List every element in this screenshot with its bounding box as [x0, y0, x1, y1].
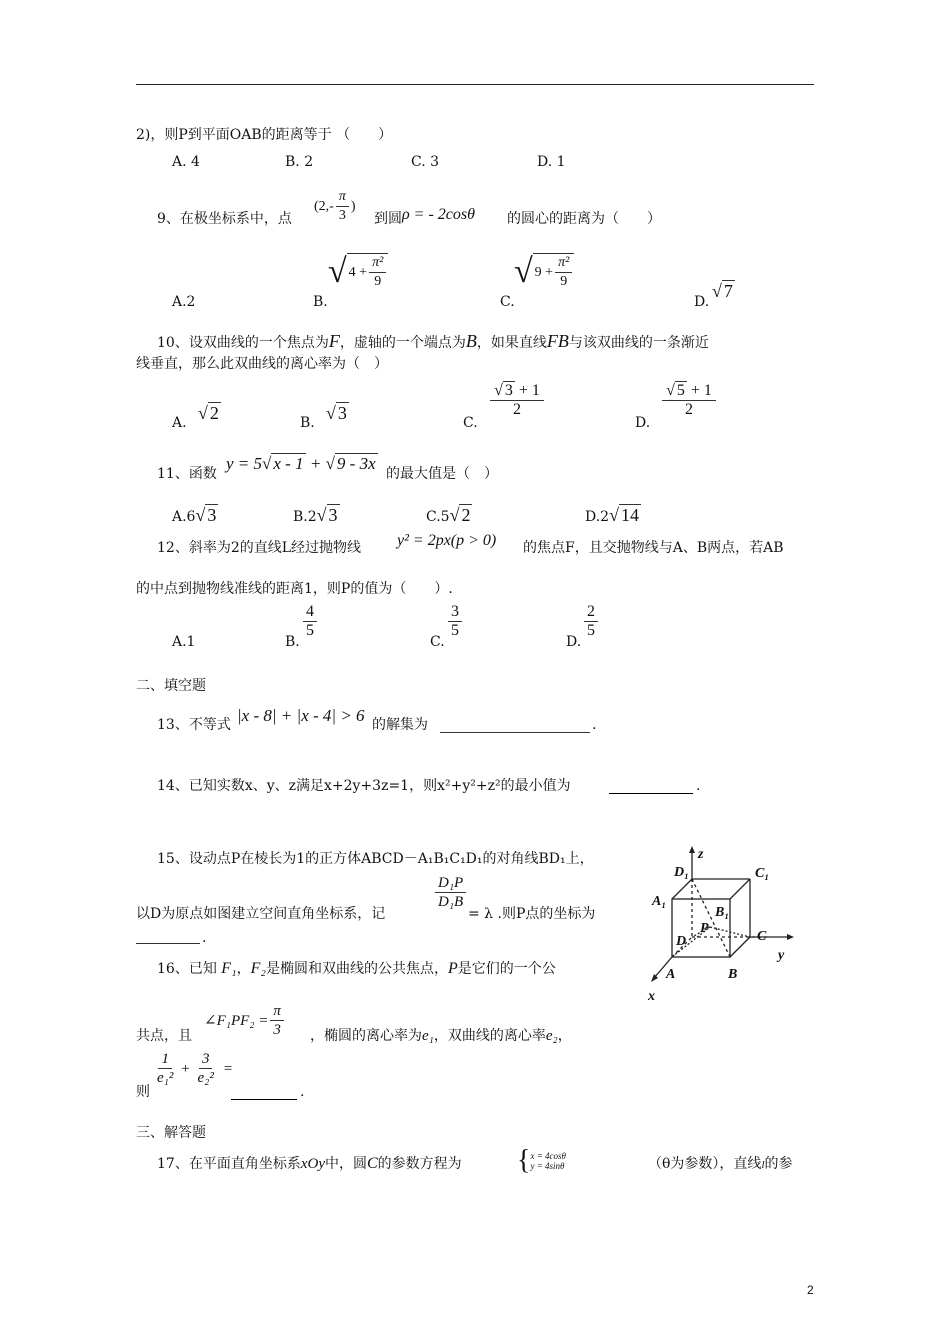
q10-option-d-frac	[662, 382, 716, 419]
q12-option-c-label: C.	[430, 634, 445, 650]
q12-option-b-num: 4	[303, 603, 317, 622]
q11-option-d-sqrt-sign: √	[609, 505, 619, 525]
q10-option-a-sqrt-sign: √	[198, 403, 208, 423]
q16-line3-start: 则	[136, 1084, 150, 1100]
cube-label-B: B	[728, 967, 738, 982]
cube-label-D: D	[676, 934, 687, 949]
q11-function	[226, 455, 378, 473]
q10-option-a-math	[198, 404, 221, 422]
q17-param-y: y = 4sinθ	[530, 1161, 565, 1171]
q17-stem-c: 的参数方程为	[377, 1156, 462, 1172]
q16-frac-1-num: 1	[158, 1050, 172, 1069]
q9-point-open: (2,-	[314, 198, 334, 214]
q17-C: C	[366, 1155, 378, 1172]
q16-angle-num: π	[270, 1002, 284, 1021]
q10-option-c-den: 2	[513, 401, 521, 418]
q16-angle-text: ∠F₁PF₂ =	[204, 1012, 269, 1029]
q12-option-b-den: 5	[306, 622, 314, 639]
header-rule	[136, 84, 814, 85]
q14-stem: 14、已知实数x、y、z满足x+2y+3z=1，则x²+y²+z²的最小值为	[157, 778, 571, 794]
q14-blank-line[interactable]	[609, 777, 693, 794]
q16-F1: F₁	[221, 960, 237, 977]
q12-option-d-label: D.	[566, 634, 582, 650]
q10-line1-a: 10、设双曲线的一个焦点为	[157, 335, 329, 351]
q13-stem-end: 的解集为	[372, 717, 428, 733]
q12-equation: y² = 2px(p > 0)	[397, 532, 497, 549]
q16-frac-2-den: e₂²	[197, 1070, 214, 1086]
q15-fraction-den: D₁B	[438, 894, 464, 910]
q12-option-b-frac	[301, 603, 319, 640]
q12-line2: 的中点到抛物线准线的距离1，则P的值为（ ）.	[136, 581, 453, 597]
q17-stem-d: （θ为参数），直线	[648, 1156, 762, 1172]
q10-line2: 线垂直，那么此双曲线的离心率为（ ）	[136, 356, 388, 372]
q16-end: .	[300, 1084, 305, 1100]
q13-blank-line[interactable]	[440, 716, 590, 733]
q10-option-b-math	[326, 404, 349, 422]
q11-option-a	[172, 506, 218, 526]
q10-option-d-num	[662, 382, 716, 401]
q15-blank-line[interactable]	[136, 929, 200, 944]
q9-option-c-rad-text: 9 +	[534, 264, 554, 280]
q9-to-circle: 到圆	[374, 211, 402, 227]
cube-label-P: P	[700, 921, 709, 936]
q9-option-b-radicand	[347, 253, 389, 291]
q16-plus: +	[180, 1060, 191, 1077]
cube-label-y: y	[778, 948, 785, 963]
q11-option-c	[426, 506, 472, 526]
page-number: 2	[807, 1283, 814, 1297]
q9-option-d-label: D.	[694, 294, 710, 310]
q17-l: l	[761, 1159, 765, 1171]
q10-line1-d: 与该双曲线的一条渐近	[568, 335, 709, 351]
q16-frac-2-num: 3	[199, 1050, 213, 1069]
q15-line2-end: = λ .则P点的坐标为	[468, 906, 596, 922]
q9-option-b-frac-den: 9	[374, 274, 382, 289]
q15-fraction	[433, 874, 468, 911]
q10-FB: FB	[546, 331, 569, 351]
q9-option-b-math	[328, 252, 388, 292]
q16-frac-1-den: e₁²	[157, 1070, 174, 1086]
q9-option-d-radicand: 7	[723, 281, 733, 301]
q9-option-c-math	[514, 252, 574, 292]
q11-option-b	[293, 506, 340, 526]
q16-angle	[204, 1002, 286, 1039]
q12-option-c-den: 5	[451, 622, 459, 639]
q9-point-fraction	[336, 188, 349, 225]
q16-e1: e₁	[422, 1028, 434, 1044]
q8-option-d: D. 1	[537, 154, 566, 170]
q17-param-lines	[530, 1151, 566, 1171]
q10-option-c-num-sqrt-sign: √	[494, 382, 503, 399]
cube-label-x: x	[648, 989, 655, 1004]
q10-option-c-math	[488, 382, 546, 419]
q13-expression: |x - 8| + |x - 4| > 6	[237, 706, 365, 725]
q15-end: .	[202, 930, 207, 946]
q10-option-c-num-tail: + 1	[514, 382, 540, 399]
cube-label-B1: B₁	[715, 905, 730, 920]
q16-stem-c: 是它们的一个公	[457, 961, 556, 977]
q11-option-d-text: D.2	[585, 509, 610, 525]
q9-option-b-frac-num: π²	[369, 254, 386, 273]
q12-option-d-frac-inner	[584, 603, 598, 640]
q11-radicand-1: x - 1	[273, 454, 304, 473]
q9-point-den: 3	[338, 208, 346, 223]
q17-xOy: xOy	[300, 1156, 325, 1172]
q16-line2-d: ，	[557, 1028, 572, 1044]
cube-label-C1: C₁	[755, 866, 770, 881]
q16-line1	[157, 960, 556, 978]
q9-option-b-label: B.	[313, 294, 328, 310]
q10-option-d-num-rad: 5	[676, 382, 685, 399]
q9-option-b-frac	[369, 254, 386, 291]
q17-param-system	[517, 1146, 566, 1176]
q12-option-c-num: 3	[448, 603, 462, 622]
q9-stem-tail: 的圆心的距离为（ ）	[507, 211, 661, 227]
q16-line2-b: ，椭圆的离心率为	[310, 1028, 422, 1044]
cube-label-A: A	[666, 967, 676, 982]
q9-option-c-frac	[555, 254, 572, 291]
q10-option-b-label: B.	[300, 415, 315, 431]
q10-line1	[157, 332, 709, 352]
q10-line1-c: ，如果直线	[476, 335, 547, 351]
q16-P: P	[447, 960, 458, 977]
q12-option-b-frac-inner	[303, 603, 317, 640]
q17-brace: {	[517, 1145, 531, 1176]
cube-label-C: C	[757, 929, 767, 944]
q9-stem-start: 9、在极坐标系中，点	[157, 211, 292, 227]
q11-stem-start: 11、函数	[157, 466, 217, 482]
q11-sqrt-sign-1: √	[262, 454, 272, 473]
q13-end: .	[592, 717, 597, 733]
q15-line1: 15、设动点P在棱长为1的正方体ABCD－A₁B₁C₁D₁的对角线BD₁上，	[157, 851, 594, 867]
q12-option-d-num: 2	[584, 603, 598, 622]
q16-angle-frac	[270, 1002, 284, 1039]
q9-option-c-frac-den: 9	[560, 274, 568, 289]
q11-option-c-radicand: 2	[461, 505, 471, 525]
q8-option-a: A. 4	[172, 154, 200, 170]
q11-option-b-sqrt-sign: √	[316, 505, 327, 525]
q10-option-a-radicand: 2	[209, 403, 219, 423]
q10-option-a-label: A.	[172, 415, 187, 431]
q9-option-c-sqrt-sign: √	[514, 253, 533, 290]
q12-option-d-frac	[582, 603, 600, 640]
q9-point	[314, 188, 356, 225]
q13-answer-blank[interactable]	[440, 716, 590, 738]
q11-option-a-radicand: 3	[207, 505, 217, 525]
q8-stem: 2)，则P到平面OAB的距离等于 （ ）	[136, 127, 393, 143]
q10-B: B	[465, 331, 477, 351]
cube-coordinate-figure	[640, 842, 800, 1007]
q11-option-a-text: A.6	[172, 509, 196, 525]
q17-stem-a: 17、在平面直角坐标系	[157, 1156, 301, 1172]
q12-option-c-frac-inner	[448, 603, 462, 640]
q10-option-d-den: 2	[685, 401, 693, 418]
q9-option-c-radicand	[533, 253, 575, 291]
q10-option-b-sqrt-sign: √	[326, 403, 336, 423]
q16-equals: =	[222, 1060, 233, 1077]
q17-param-x: x = 4cosθ	[530, 1151, 566, 1161]
q13-stem-start: 13、不等式	[157, 717, 231, 733]
q12-option-c-frac	[446, 603, 464, 640]
q17-stem-e: 的参	[764, 1156, 793, 1172]
q10-F: F	[328, 331, 340, 351]
q9-option-d-math	[712, 282, 735, 300]
q11-option-d	[585, 506, 641, 526]
section-2-heading: 二、填空题	[136, 678, 206, 694]
q16-line2-rest	[310, 1027, 572, 1045]
q16-line2-c: ，双曲线的离心率	[433, 1028, 546, 1044]
q10-option-d-num-tail: + 1	[686, 382, 712, 399]
q17-line1-end	[648, 1155, 793, 1174]
q14-end: .	[696, 778, 701, 794]
q11-option-a-sqrt-sign: √	[195, 505, 206, 525]
section-3-heading: 三、解答题	[136, 1125, 206, 1141]
cube-label-A1: A₁	[652, 894, 667, 909]
q16-e2: e₂	[545, 1028, 558, 1044]
q15-line2-start: 以D为原点如图建立空间直角坐标系，记	[136, 906, 386, 922]
q12-option-a: A.1	[172, 634, 196, 650]
q9-option-c-label: C.	[500, 294, 515, 310]
q10-option-d-label: D.	[635, 415, 651, 431]
q9-option-c-frac-num: π²	[555, 254, 572, 273]
q12-stem-start: 12、斜率为2的直线L经过抛物线	[157, 540, 362, 556]
q14-answer-blank[interactable]	[609, 777, 693, 799]
q11-option-b-text: B.2	[293, 509, 317, 525]
q11-radicand-2: 9 - 3x	[336, 454, 376, 473]
q16-line2-start: 共点，且	[136, 1028, 192, 1044]
q16-sep: ，	[236, 961, 251, 977]
q9-point-num: π	[336, 188, 349, 207]
q9-option-a: A.2	[172, 294, 196, 310]
q10-option-b-radicand: 3	[337, 403, 347, 423]
q12-option-d-den: 5	[587, 622, 595, 639]
q10-option-c-num	[490, 382, 544, 401]
q16-angle-den: 3	[273, 1022, 281, 1038]
cube-label-D1: D₁	[674, 865, 689, 880]
q9-option-d-sqrt-sign: √	[712, 281, 722, 301]
q15-answer-blank[interactable]	[136, 929, 200, 949]
q9-equation: ρ = - 2cosθ	[402, 206, 475, 223]
q11-stem-end: 的最大值是（ ）	[386, 466, 498, 482]
q17-stem-b: 中，圆	[324, 1156, 367, 1172]
q10-line1-b: ，虚轴的一个端点为	[339, 335, 466, 351]
q10-option-c-num-rad: 3	[504, 382, 513, 399]
q11-option-d-radicand: 14	[620, 505, 639, 525]
q9-option-b-sqrt-sign: √	[328, 253, 347, 290]
q17-line1	[157, 1155, 462, 1173]
q16-stem-a: 16、已知	[157, 961, 217, 977]
q11-option-c-text: C.5	[426, 509, 450, 525]
q15-fraction-inner	[435, 874, 466, 911]
q16-frac-2	[195, 1050, 217, 1087]
q8-option-b: B. 2	[285, 154, 314, 170]
q16-F2: F₂	[250, 960, 266, 977]
q11-y-eq: y = 5	[226, 454, 263, 473]
q10-option-c-label: C.	[463, 415, 478, 431]
q12-option-b-label: B.	[285, 634, 300, 650]
q16-blank-line[interactable]	[231, 1083, 297, 1100]
q11-option-c-sqrt-sign: √	[449, 505, 460, 525]
q16-stem-b: 是椭圆和双曲线的公共焦点，	[265, 961, 448, 977]
q10-option-c-frac	[490, 382, 544, 419]
q11-plus: +	[305, 454, 326, 473]
q8-option-c: C. 3	[411, 154, 440, 170]
q16-sum-expression	[152, 1050, 233, 1087]
q10-option-d-num-sqrt-sign: √	[666, 382, 675, 399]
q9-point-close: )	[350, 198, 356, 214]
q10-option-d-math	[660, 382, 718, 419]
q15-fraction-num: D₁P	[435, 874, 466, 893]
q12-stem-end: 的焦点F，且交抛物线与A、B两点，若AB	[523, 540, 784, 556]
cube-label-z: z	[698, 847, 704, 862]
q16-answer-blank[interactable]	[231, 1083, 297, 1105]
q9-option-b-rad-text: 4 +	[348, 264, 368, 280]
q11-sqrt-sign-2: √	[325, 454, 335, 473]
q11-option-b-radicand: 3	[328, 505, 338, 525]
q16-frac-1	[154, 1050, 176, 1087]
